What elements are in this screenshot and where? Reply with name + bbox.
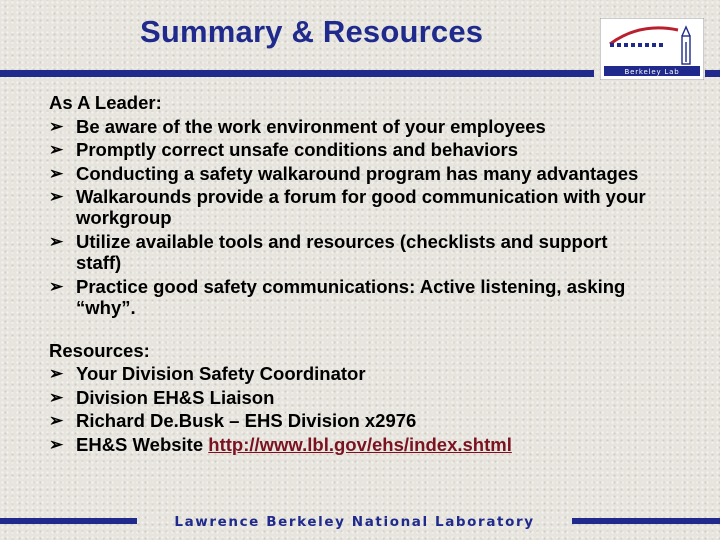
list-item-text: Walkarounds provide a forum for good communication with your workgroup <box>76 186 646 229</box>
top-rule <box>0 70 594 77</box>
website-prefix: EH&S Website <box>76 433 209 455</box>
top-rule-right <box>705 70 720 77</box>
list-item <box>49 387 649 408</box>
leader-list <box>49 116 649 318</box>
list-item-text: Be aware of the work environment of your employees <box>76 115 546 137</box>
list-item <box>49 231 649 273</box>
logo-text: Berkeley Lab <box>624 68 680 76</box>
footer-banner <box>137 512 572 532</box>
arrow-bullet-icon: ➢ <box>49 116 64 136</box>
bottom-rule-left <box>0 518 137 524</box>
list-item-text: Practice good safety communications: Active listening, asking “why”. <box>76 275 626 318</box>
arrow-bullet-icon: ➢ <box>49 231 64 251</box>
list-item-text: Utilize available tools and resources (checklists and support staff) <box>76 230 608 273</box>
list-item <box>49 139 649 160</box>
resources-heading: Resources: <box>49 339 150 361</box>
list-item <box>49 410 649 431</box>
list-item-text: Conducting a safety walkaround program has many advantages <box>76 162 639 184</box>
arrow-bullet-icon: ➢ <box>49 387 64 407</box>
arrow-bullet-icon: ➢ <box>49 411 64 431</box>
list-item-text: Division EH&S Liaison <box>76 386 275 408</box>
bottom-rule-right <box>572 518 720 524</box>
list-item <box>49 276 649 318</box>
arrow-bullet-icon: ➢ <box>49 434 64 454</box>
list-item <box>49 116 649 137</box>
list-item <box>49 163 649 184</box>
arrow-bullet-icon: ➢ <box>49 276 64 296</box>
arrow-bullet-icon: ➢ <box>49 187 64 207</box>
arrow-bullet-icon: ➢ <box>49 140 64 160</box>
list-item-text: Richard De.Busk – EHS Division x2976 <box>76 410 417 432</box>
list-item <box>49 363 649 384</box>
list-item-text: Promptly correct unsafe conditions and behaviors <box>76 139 519 161</box>
resources-list <box>49 363 649 455</box>
list-item-text: Your Division Safety Coordinator <box>76 363 366 385</box>
berkeley-lab-logo <box>600 18 704 80</box>
leader-heading: As A Leader: <box>49 92 162 113</box>
footer-text: Lawrence Berkeley National Laboratory <box>174 514 535 530</box>
slide-title: Summary & Resources <box>140 14 484 49</box>
slide-body <box>49 92 649 455</box>
ehs-website-link[interactable]: http://www.lbl.gov/ehs/index.shtml <box>208 433 512 455</box>
list-item <box>49 434 649 455</box>
list-item <box>49 186 649 228</box>
arrow-bullet-icon: ➢ <box>49 364 64 384</box>
arrow-bullet-icon: ➢ <box>49 163 64 183</box>
